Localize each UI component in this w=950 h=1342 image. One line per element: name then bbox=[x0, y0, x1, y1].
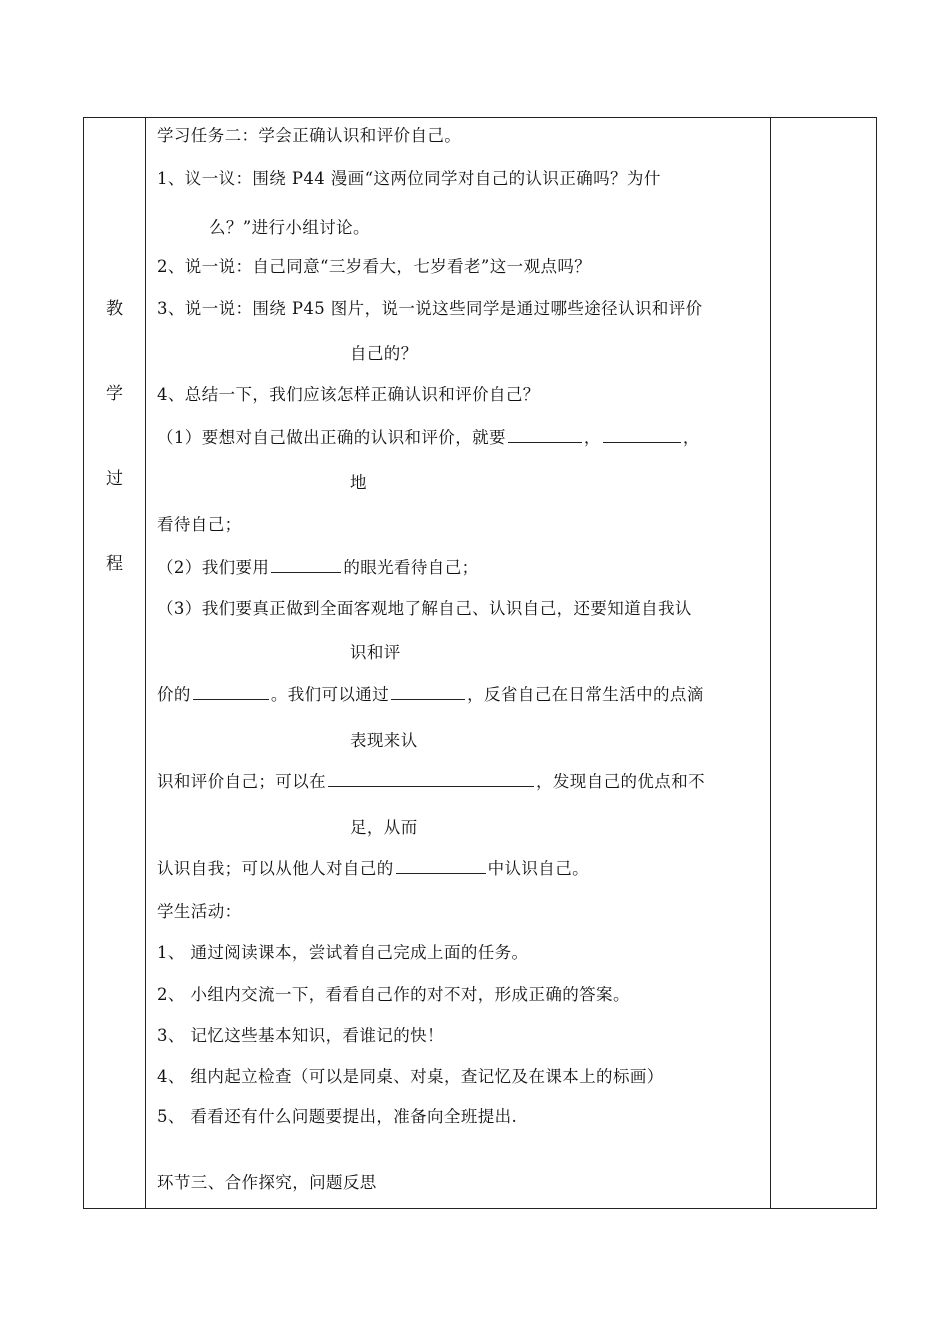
activity-item: 5、 看看还有什么问题要提出，准备向全班提出. bbox=[157, 1107, 518, 1126]
question-3: 3、说一说：围绕 P45 图片，说一说这些同学是通过哪些途径认识和评价 bbox=[157, 299, 703, 318]
comma: ， bbox=[682, 428, 700, 447]
question-2: 2、说一说：自己同意“三岁看大，七岁看老”这一观点吗？ bbox=[157, 257, 592, 276]
text: 认识自我；可以从他人对自己的 bbox=[157, 859, 394, 878]
question-4: 4、总结一下，我们应该怎样正确认识和评价自己？ bbox=[157, 385, 540, 404]
point-2 bbox=[157, 554, 479, 578]
activity-item: 1、 通过阅读课本，尝试着自己完成上面的任务。 bbox=[157, 943, 529, 962]
activity-item: 4、 组内起立检查（可以是同桌、对桌，查记忆及在课本上的标画） bbox=[157, 1067, 664, 1086]
question-1-cont: 么？”进行小组讨论。 bbox=[209, 218, 370, 237]
section-label-char: 学 bbox=[106, 384, 123, 404]
point-2-text-end: 的眼光看待自己； bbox=[343, 558, 479, 577]
point-3-line-3 bbox=[157, 681, 704, 705]
point-3-line-7 bbox=[157, 855, 589, 879]
question-3-cont: 自己的？ bbox=[350, 344, 418, 363]
point-3: （3）我们要真正做到全面客观地了解自己、认识自己，还要知道自我认 bbox=[157, 599, 692, 618]
text: 中认识自己。 bbox=[487, 859, 590, 878]
fill-blank[interactable] bbox=[391, 685, 465, 700]
text: 识和评价自己；可以在 bbox=[157, 772, 326, 791]
point-3-cont: 识和评 bbox=[350, 643, 401, 662]
text: ，发现自己的优点和不 bbox=[536, 772, 705, 791]
task-heading: 学习任务二：学会正确认识和评价自己。 bbox=[157, 126, 462, 145]
section-label-char: 程 bbox=[106, 554, 123, 574]
step-heading: 环节三、合作探究，问题反思 bbox=[157, 1173, 377, 1192]
fill-blank[interactable] bbox=[271, 558, 341, 573]
point-1-text: （1）要想对自己做出正确的认识和评价，就要 bbox=[157, 428, 506, 447]
point-1 bbox=[157, 424, 700, 448]
activity-item: 3、 记忆这些基本知识，看谁记的快！ bbox=[157, 1026, 444, 1045]
fill-blank[interactable] bbox=[603, 428, 681, 443]
fill-blank[interactable] bbox=[508, 428, 582, 443]
text: 。我们可以通过 bbox=[270, 685, 390, 704]
fill-blank[interactable] bbox=[328, 772, 534, 787]
text: ，反省自己在日常生活中的点滴 bbox=[467, 685, 704, 704]
point-2-text: （2）我们要用 bbox=[157, 558, 270, 577]
fill-blank[interactable] bbox=[193, 685, 269, 700]
point-3-line-5 bbox=[157, 768, 705, 792]
column-divider-left bbox=[145, 118, 146, 1208]
activity-title: 学生活动： bbox=[157, 902, 242, 921]
point-1-cont: 地 bbox=[350, 473, 367, 492]
point-3-line-4: 表现来认 bbox=[350, 731, 418, 750]
text: 价的 bbox=[157, 685, 191, 704]
point-3-line-6: 足，从而 bbox=[350, 818, 418, 837]
comma: ， bbox=[583, 428, 601, 447]
column-divider-right bbox=[770, 118, 771, 1208]
question-1: 1、议一议：围绕 P44 漫画“这两位同学对自己的认识正确吗？为什 bbox=[157, 169, 661, 188]
lesson-table bbox=[83, 117, 877, 1209]
activity-item: 2、 小组内交流一下，看看自己作的对不对，形成正确的答案。 bbox=[157, 985, 630, 1004]
section-label-char: 教 bbox=[106, 299, 123, 319]
section-label-char: 过 bbox=[106, 469, 123, 489]
fill-blank[interactable] bbox=[396, 859, 486, 874]
point-1-end: 看待自己； bbox=[157, 515, 242, 534]
